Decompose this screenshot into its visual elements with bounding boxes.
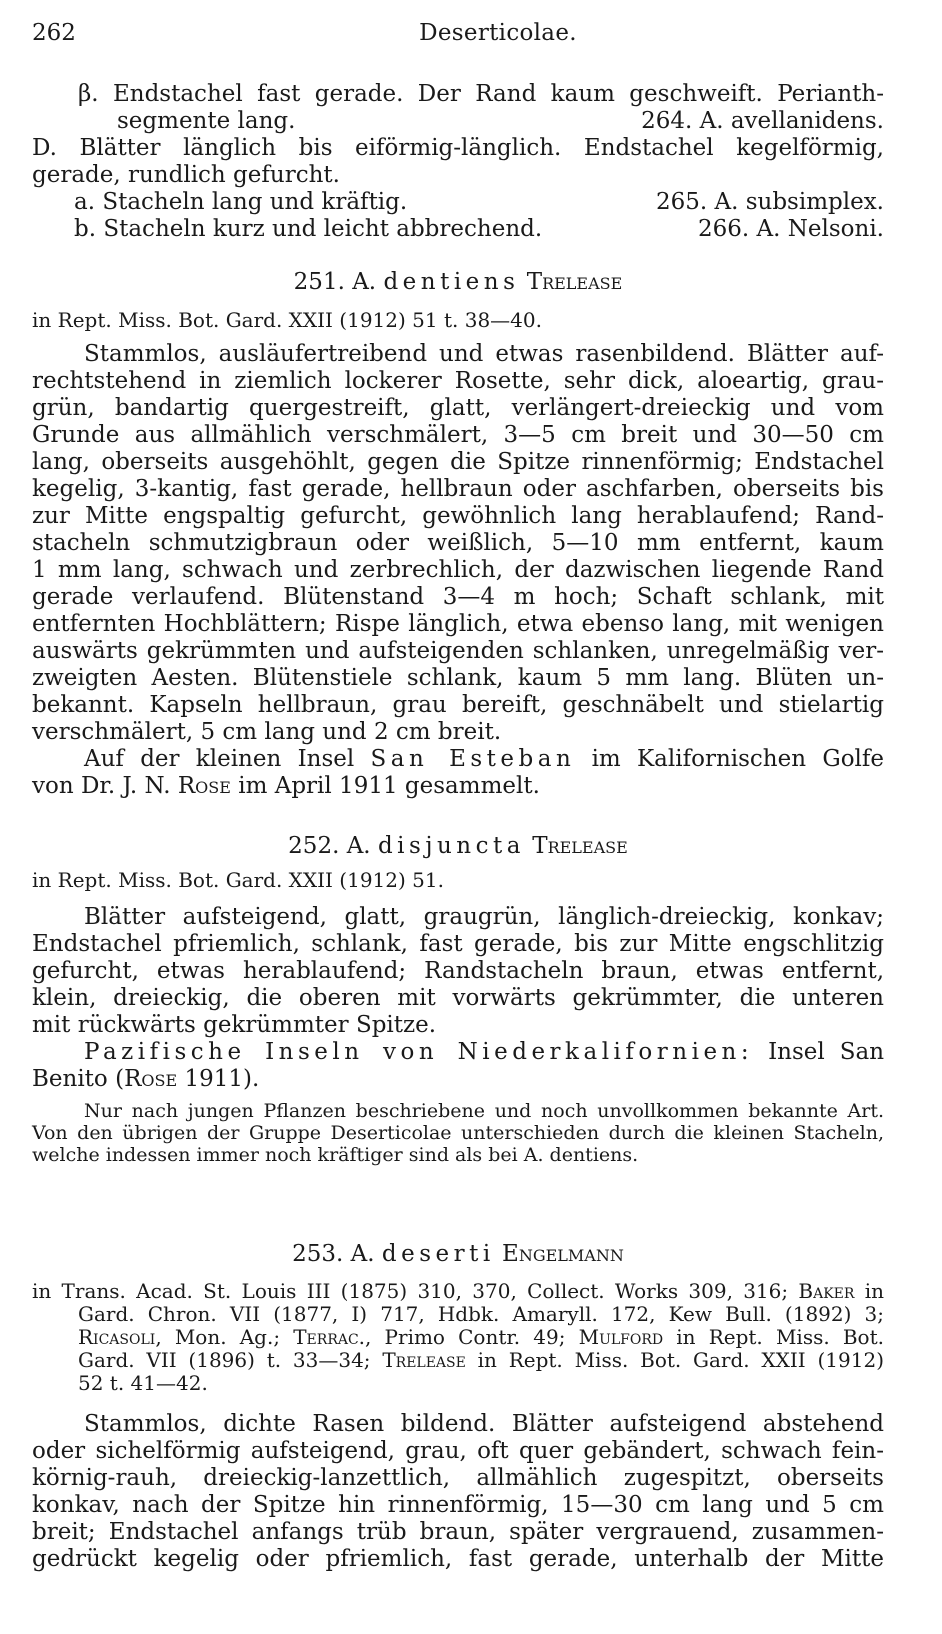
citation-text: 52 t. 41—42. (78, 1371, 208, 1395)
locality-region: Pazifische Inseln von Niederkalifornien: (84, 1039, 754, 1065)
key-a-left: a. Stacheln lang und kräftig. (74, 189, 408, 215)
desc-line: körnig-rauh, dreieckig-lanzettlich, allmählich zugespitzt, oberseits (32, 1465, 884, 1491)
species-heading (32, 1240, 884, 1268)
desc-line: klein, dreieckig, die oberen mit vorwärts gekrümmter, die unteren (32, 985, 884, 1011)
cited-author: Mulford (578, 1325, 664, 1349)
desc-line: verschmälert, 5 cm lang und 2 cm breit. (32, 719, 502, 745)
desc-line: lang, oberseits ausgehöhlt, gegen die Spitze rinnenförmig; Endstachel (32, 449, 884, 475)
species-heading (32, 832, 884, 860)
desc-line: Stammlos, dichte Rasen bildend. Blätter aufsteigend abstehend (84, 1411, 884, 1437)
species-author: Engelmann (502, 1241, 624, 1267)
key-d-line-1: D. Blätter länglich bis eiförmig-länglich. Endstachel kegelförmig, (32, 135, 884, 161)
running-header (32, 20, 884, 52)
citation-line (78, 1372, 208, 1395)
identification-key (32, 80, 884, 240)
citation-text: in (854, 1279, 884, 1303)
desc-line: grün, bandartig quergestreift, glatt, verlängert-dreieckig und vom (32, 395, 884, 421)
collector-name: Rose (124, 1066, 178, 1092)
species-number: 253. A. (292, 1241, 375, 1267)
species-author: Trelease (526, 269, 623, 295)
desc-line: zweigten Aesten. Blütenstiele schlank, kaum 5 mm lang. Blüten un- (32, 665, 884, 691)
species-citation: in Rept. Miss. Bot. Gard. XXII (1912) 51 t. 38—40. (32, 308, 542, 332)
key-b-left: b. Stacheln kurz und leicht abbrechend. (74, 216, 543, 242)
citation-text: , Mon. Ag.; (155, 1325, 294, 1349)
citation-text: in Rept. Miss. Bot. Gard. XXII (1912) (465, 1348, 884, 1372)
desc-line: zur Mitte engspaltig gefurcht, gewöhnlich lang herablaufend; Rand- (32, 503, 884, 529)
note-line: welche indessen immer noch kräftiger sind als bei A. dentiens. (32, 1144, 639, 1166)
species-locality-line-1: Auf der kleinen Insel San Esteban im Kalifornischen Golfe (84, 746, 885, 772)
species-epithet: deserti (381, 1241, 495, 1267)
citation-text: in Trans. Acad. St. Louis III (1875) 310, 370, Collect. Works 309, 316; (32, 1279, 799, 1303)
locality-place: San Esteban (370, 746, 576, 772)
cited-author: Ricasoli (78, 1325, 156, 1349)
species-author: Trelease (532, 833, 628, 859)
species-252 (32, 832, 884, 1172)
species-number: 251. A. (293, 269, 377, 295)
species-epithet: disjuncta (377, 833, 525, 859)
citation-text: in Rept. Miss. Bot. (663, 1325, 884, 1349)
key-b-right: 266. A. Nelsoni. (698, 216, 884, 242)
species-251 (32, 268, 884, 823)
cited-author: Trelease (382, 1348, 466, 1372)
note-line: Nur nach jungen Pflanzen beschriebene und noch unvollkommen bekannte Art. (84, 1100, 884, 1122)
species-citation: in Rept. Miss. Bot. Gard. XXII (1912) 51. (32, 868, 444, 892)
species-locality-line-1: Pazifische Inseln von Niederkalifornien: Insel San (84, 1039, 885, 1065)
desc-line: gefurcht, etwas herablaufend; Randstacheln braun, etwas entfernt, (32, 958, 884, 984)
citation-line (78, 1349, 884, 1372)
key-d-line-2: gerade, rundlich gefurcht. (32, 162, 340, 188)
desc-line: breit; Endstachel anfangs trüb braun, später vergrauend, zusammen- (32, 1519, 884, 1545)
desc-line: 1 mm lang, schwach und zerbrechlich, der dazwischen liegende Rand (32, 557, 884, 583)
desc-line: auswärts gekrümmten und aufsteigenden schlanken, unregelmäßig ver- (32, 638, 884, 664)
desc-line: gedrückt kegelig oder pfriemlich, fast gerade, unterhalb der Mitte (32, 1546, 884, 1572)
desc-line: Grunde aus allmählich verschmälert, 3—5 cm breit und 30—50 cm (32, 422, 884, 448)
citation-text: Gard. Chron. VII (1877, I) 717, Hdbk. Amaryll. 172, Kew Bull. (1892) 3; (78, 1302, 884, 1326)
desc-line: kegelig, 3-kantig, fast gerade, hellbraun oder aschfarben, oberseits bis (32, 476, 884, 502)
desc-line: entfernten Hochblättern; Rispe länglich, etwa ebenso lang, mit wenigen (32, 611, 884, 637)
cited-author: Baker (798, 1279, 855, 1303)
desc-line: stacheln schmutzigbraun oder weißlich, 5—10 mm entfernt, kaum (32, 530, 884, 556)
desc-line: Stammlos, ausläufertreibend und etwas rasenbildend. Blätter auf- (84, 341, 884, 367)
species-253 (32, 1240, 884, 1570)
species-epithet: dentiens (383, 269, 520, 295)
desc-line: Endstachel pfriemlich, schlank, fast gerade, bis zur Mitte engschlitzig (32, 931, 884, 957)
citation-line (78, 1303, 884, 1326)
key-beta-line-2-right: 264. A. avellanidens. (641, 108, 884, 134)
key-beta-line-2-left: segmente lang. (117, 108, 296, 134)
species-number: 252. A. (288, 833, 371, 859)
key-beta-line-1: β. Endstachel fast gerade. Der Rand kaum geschweift. Perianth- (78, 81, 884, 107)
running-title: Deserticolae. (419, 20, 577, 46)
desc-line: Blätter aufsteigend, glatt, graugrün, länglich-dreieckig, konkav; (84, 904, 884, 930)
citation-text: , Primo Contr. 49; (365, 1325, 579, 1349)
collector-name: Rose (177, 773, 231, 799)
desc-line: bekannt. Kapseln hellbraun, grau bereift, geschnäbelt und stielartig (32, 692, 884, 718)
citation-line (32, 1280, 884, 1303)
citation-line (78, 1326, 884, 1349)
desc-line: mit rückwärts gekrümmter Spitze. (32, 1012, 437, 1038)
desc-line: oder sichelförmig aufsteigend, grau, oft quer gebändert, schwach fein- (32, 1438, 884, 1464)
desc-line: konkav, nach der Spitze hin rinnenförmig, 15—30 cm lang und 5 cm (32, 1492, 884, 1518)
species-locality-line-2: von Dr. J. N. Rose im April 1911 gesammelt. (32, 773, 540, 799)
key-a-right: 265. A. subsimplex. (655, 189, 884, 215)
desc-line: gerade verlaufend. Blütenstand 3—4 m hoch; Schaft schlank, mit (32, 584, 884, 610)
cited-author: Terrac. (293, 1325, 366, 1349)
page-number: 262 (32, 20, 76, 46)
species-heading (32, 268, 884, 296)
citation-text: Gard. VII (1896) t. 33—34; (78, 1348, 383, 1372)
desc-line: rechtstehend in ziemlich lockerer Rosette, sehr dick, aloeartig, grau- (32, 368, 884, 394)
species-locality-line-2: Benito (Rose 1911). (32, 1066, 260, 1092)
note-line: Von den übrigen der Gruppe Deserticolae unterschieden durch die kleinen Stacheln, (32, 1122, 884, 1144)
